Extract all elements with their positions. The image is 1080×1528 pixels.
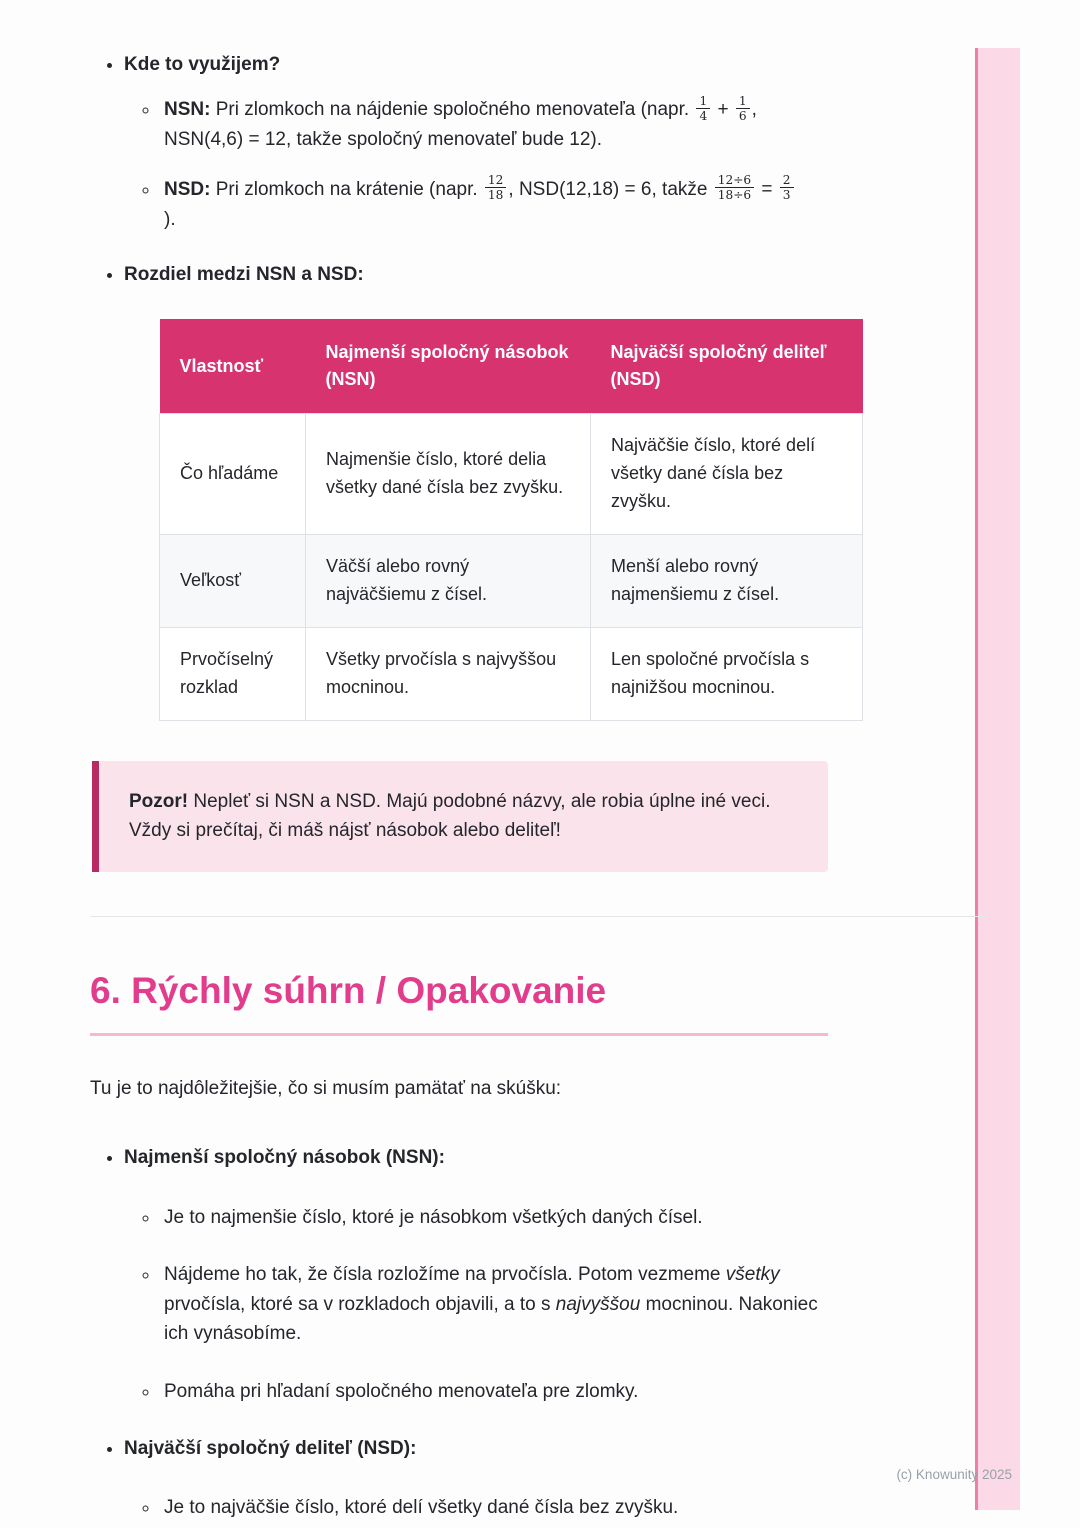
text: Pri zlomkoch na nájdenie spoločného menovateľa (napr. [210, 99, 695, 121]
text: Je to najmenšie číslo, ktoré je násobkom všetkých daných čísel. [164, 1206, 703, 1228]
fraction-numerator: 12 [485, 173, 506, 188]
text: prvočísla, ktoré sa v rozkladoch objavili, a to s [164, 1293, 556, 1315]
fraction-numerator: 1 [736, 94, 750, 109]
fraction [715, 173, 754, 203]
table-cell: Najmenšie číslo, ktoré delia všetky dané čísla bez zvyšku. [306, 414, 591, 535]
callout-bold: Pozor! [129, 790, 189, 812]
summary-lead: Tu je to najdôležitejšie, čo si musím pamätať na skúšku: [90, 1077, 562, 1099]
fraction-numerator: 12÷6 [715, 173, 754, 188]
text: Je to najväčšie číslo, ktoré delí všetky dané čísla bez zvyšku. [164, 1497, 679, 1519]
table-header-row [160, 319, 863, 414]
table-cell: Čo hľadáme [160, 414, 306, 535]
table-cell: Len spoločné prvočísla s najnižšou mocninou. [591, 627, 863, 720]
list-item-nsd-usage [160, 172, 830, 234]
table-row [160, 627, 863, 720]
callout-text [129, 791, 770, 841]
comparison-table [159, 319, 863, 720]
warning-callout [92, 761, 828, 872]
text: , [751, 99, 757, 121]
heading-underline [90, 1033, 828, 1036]
nsn-summary-title: Najmenší spoločný násobok (NSN): [124, 1147, 445, 1169]
nsd-summary-sublist [124, 1493, 830, 1522]
text: Pri zlomkoch na krátenie (napr. [210, 178, 483, 200]
nsd-summary-title: Najväčší spoločný deliteľ (NSD): [124, 1437, 417, 1459]
table-header-nsn: Najmenší spoločný násobok (NSN) [306, 319, 591, 414]
watermark: (c) Knowunity 2025 [896, 1467, 1012, 1483]
emphasized-text: najvyššou [555, 1293, 641, 1315]
fraction [780, 173, 794, 203]
right-accent-stripe [975, 48, 1020, 1510]
nsn-label: NSN: [164, 99, 211, 121]
text: mocninou. Nakoniec ich vynásobíme. [164, 1293, 818, 1345]
text [164, 172, 796, 203]
fraction [696, 94, 710, 124]
fraction-denominator: 18÷6 [717, 188, 752, 203]
summary-list [90, 1143, 830, 1523]
fraction-numerator: 2 [780, 173, 794, 188]
fraction-numerator: 1 [696, 94, 710, 109]
table-row [160, 414, 863, 535]
text: , NSD(12,18) = 6, takže [508, 178, 713, 200]
list-item-nsd-summary [124, 1434, 830, 1523]
nsd-label: NSD: [164, 178, 211, 200]
fraction [485, 173, 506, 203]
nsn-summary-sublist [124, 1203, 830, 1406]
text: NSN(4,6) = 12, takže spoločný menovateľ bude 12). [164, 129, 603, 151]
list-item [160, 1203, 830, 1232]
list-item [160, 1260, 830, 1348]
fraction-denominator: 3 [782, 188, 791, 203]
list-item [160, 1377, 830, 1406]
text: Pomáha pri hľadaní spoločného menovateľa pre zlomky. [164, 1380, 639, 1402]
fraction-denominator: 18 [487, 188, 504, 203]
fraction [736, 94, 750, 124]
list-item-usage-title [124, 50, 830, 234]
fraction-denominator: 6 [738, 108, 747, 123]
diff-title: Rozdiel medzi NSN a NSD: [124, 263, 364, 285]
text: Nepleť si NSN a NSD. Majú podobné názvy, ale robia úplne iné veci. Vždy si prečítaj, či máš nájsť násobok alebo deliteľ! [129, 790, 771, 842]
emphasized-text: všetky [725, 1264, 780, 1286]
table-cell: Najväčšie číslo, ktoré delí všetky dané čísla bez zvyšku. [591, 414, 863, 535]
table-cell: Menší alebo rovný najmenšiemu z čísel. [591, 535, 863, 628]
usage-title: Kde to využijem? [124, 54, 281, 75]
list-item-nsn-summary [124, 1143, 830, 1406]
text: + [712, 99, 734, 121]
table-cell: Prvočíselný rozklad [160, 627, 306, 720]
table-cell: Väčší alebo rovný najväčšiemu z čísel. [306, 535, 591, 628]
text: ). [164, 208, 176, 230]
list-item [160, 1493, 830, 1522]
list-item-diff-title [124, 260, 830, 721]
section-heading: 6. Rýchly súhrn / Opakovanie [90, 969, 607, 1011]
table-header-nsd: Najväčší spoločný deliteľ (NSD) [591, 319, 863, 414]
text: = [756, 178, 778, 200]
list-item-nsn-usage [160, 95, 830, 154]
usage-sublist [124, 95, 830, 234]
table-cell: Veľkosť [160, 535, 306, 628]
table-header-vlastnost: Vlastnosť [160, 319, 306, 414]
text: Nájdeme ho tak, že čísla rozložíme na prvočísla. Potom vezmeme [164, 1264, 726, 1286]
section-divider [90, 916, 990, 917]
table-row [160, 535, 863, 628]
fraction-denominator: 4 [699, 108, 708, 123]
table-cell: Všetky prvočísla s najvyššou mocninou. [306, 627, 591, 720]
text [164, 93, 757, 123]
usage-list [90, 50, 830, 721]
